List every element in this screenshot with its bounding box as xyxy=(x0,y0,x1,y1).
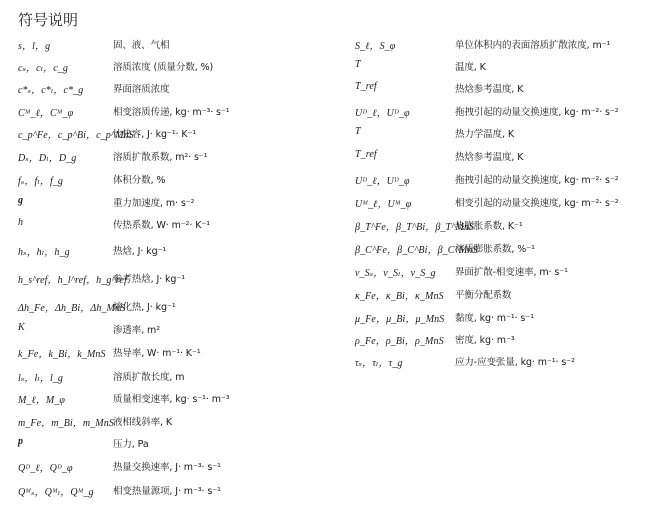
symbol: Uᴰ_ℓ，Uᴰ_φ xyxy=(355,176,410,187)
description: 应力-应变张量, kg· m⁻¹· s⁻² xyxy=(455,357,575,368)
description: 液相线斜率, K xyxy=(113,417,172,428)
symbol: Δh_Fe，Δh_Bi，Δh_MnS xyxy=(18,303,126,314)
symbol: hₛ，hₗ，h_g xyxy=(18,247,70,258)
symbol: κ_Fe，κ_Bi，κ_MnS xyxy=(355,291,444,302)
description: 溶质膨胀系数, %⁻¹ xyxy=(455,244,535,255)
description: 热力学温度, K xyxy=(455,129,514,140)
symbol: c_p^Fe，c_p^Bi，c_p^MnS xyxy=(18,130,134,141)
description: 热焓参考温度, K xyxy=(455,152,524,163)
description: 温度, K xyxy=(455,62,486,73)
symbol: c*ₛ，c*ₗ，c*_g xyxy=(18,85,84,96)
symbol: T xyxy=(355,126,361,137)
description: 平衡分配系数 xyxy=(455,290,512,301)
symbol: h_s^ref，h_l^ref，h_g^ref xyxy=(18,275,127,286)
description: 相变溶质传递, kg· m⁻³· s⁻¹ xyxy=(113,107,230,118)
symbol: ν_Sₛ，ν_Sₗ，ν_S_g xyxy=(355,268,436,279)
symbol: k_Fe，k_Bi，k_MnS xyxy=(18,349,106,360)
symbol: fₛ，fₗ，f_g xyxy=(18,176,64,187)
description: 拖拽引起的动量交换速度, kg· m⁻²· s⁻² xyxy=(455,107,619,118)
symbol: p xyxy=(18,436,24,447)
description: 热膨胀系数, K⁻¹ xyxy=(455,221,523,232)
description: 界面溶质浓度 xyxy=(113,84,170,95)
symbol: K xyxy=(18,322,25,333)
description: 相变引起的动量交换速度, kg· m⁻²· s⁻² xyxy=(455,198,619,209)
symbol: T xyxy=(355,59,361,70)
symbol: g xyxy=(18,195,24,206)
description: 质量相变速率, kg· s⁻¹· m⁻³ xyxy=(113,394,230,405)
description: 溶质扩散长度, m xyxy=(113,372,185,383)
symbol: cₛ，cₗ，c_g xyxy=(18,63,69,74)
description: 热焓, J· kg⁻¹ xyxy=(113,246,167,257)
symbol: M_ℓ，M_φ xyxy=(18,395,66,406)
symbol: β_T^Fe，β_T^Bi，β_T^MnS xyxy=(355,222,475,233)
description: 黏度, kg· m⁻¹· s⁻¹ xyxy=(455,313,534,324)
description: 单位体积内的表面溶质扩散浓度, m⁻¹ xyxy=(455,40,611,51)
description: 固、液、气相 xyxy=(113,40,170,51)
description: 比热容, J· kg⁻¹· K⁻¹ xyxy=(113,129,197,140)
description: 压力, Pa xyxy=(113,439,149,450)
description: 热焓参考温度, K xyxy=(455,84,524,95)
symbol: Uᴰ_ℓ，Uᴰ_φ xyxy=(355,108,410,119)
symbol: m_Fe，m_Bi，m_MnS xyxy=(18,418,114,429)
symbol: μ_Fe，μ_Bi，μ_MnS xyxy=(355,314,445,325)
symbol: h xyxy=(18,217,24,228)
symbol: s，l，g xyxy=(18,41,51,52)
symbol: Cᴹ_ℓ，Cᴹ_φ xyxy=(18,108,74,119)
symbol: Dₛ，Dₗ，D_g xyxy=(18,153,77,164)
description: 热量交换速率, J· m⁻³· s⁻¹ xyxy=(113,462,221,473)
description: 密度, kg· m⁻³ xyxy=(455,335,515,346)
symbol: Qᴰ_ℓ，Qᴰ_φ xyxy=(18,463,73,474)
description: 溶质浓度 (质量分数, %) xyxy=(113,62,214,73)
symbol: Qᴹₛ，Qᴹₗ，Qᴹ_g xyxy=(18,487,94,498)
description: 渗透率, m² xyxy=(113,325,160,336)
symbol: T_ref xyxy=(355,149,377,160)
symbol: τₛ，τₗ，τ_g xyxy=(355,358,403,369)
symbol: β_C^Fe，β_C^Bi，β_C^MnS xyxy=(355,245,478,256)
description: 相变热量源项, J· m⁻³· s⁻¹ xyxy=(113,486,221,497)
symbol: Uᴹ_ℓ，Uᴹ_φ xyxy=(355,199,412,210)
description: 热导率, W· m⁻¹· K⁻¹ xyxy=(113,348,201,359)
description: 参考热焓, J· kg⁻¹ xyxy=(113,274,185,285)
description: 体积分数, % xyxy=(113,175,166,186)
description: 传热系数, W· m⁻²· K⁻¹ xyxy=(113,220,210,231)
description: 溶质扩散系数, m²· s⁻¹ xyxy=(113,152,208,163)
page-title: 符号说明 xyxy=(18,11,79,29)
symbol: lₛ，lₗ，l_g xyxy=(18,373,64,384)
description: 拖拽引起的动量交换速度, kg· m⁻²· s⁻² xyxy=(455,175,619,186)
symbol: ρ_Fe，ρ_Bi，ρ_MnS xyxy=(355,336,444,347)
symbol: T_ref xyxy=(355,81,377,92)
description: 重力加速度, m· s⁻² xyxy=(113,198,195,209)
symbol: S_ℓ，S_φ xyxy=(355,41,396,52)
description: 界面扩散-相变速率, m· s⁻¹ xyxy=(455,267,568,278)
description: 熔化热, J· kg⁻¹ xyxy=(113,302,176,313)
